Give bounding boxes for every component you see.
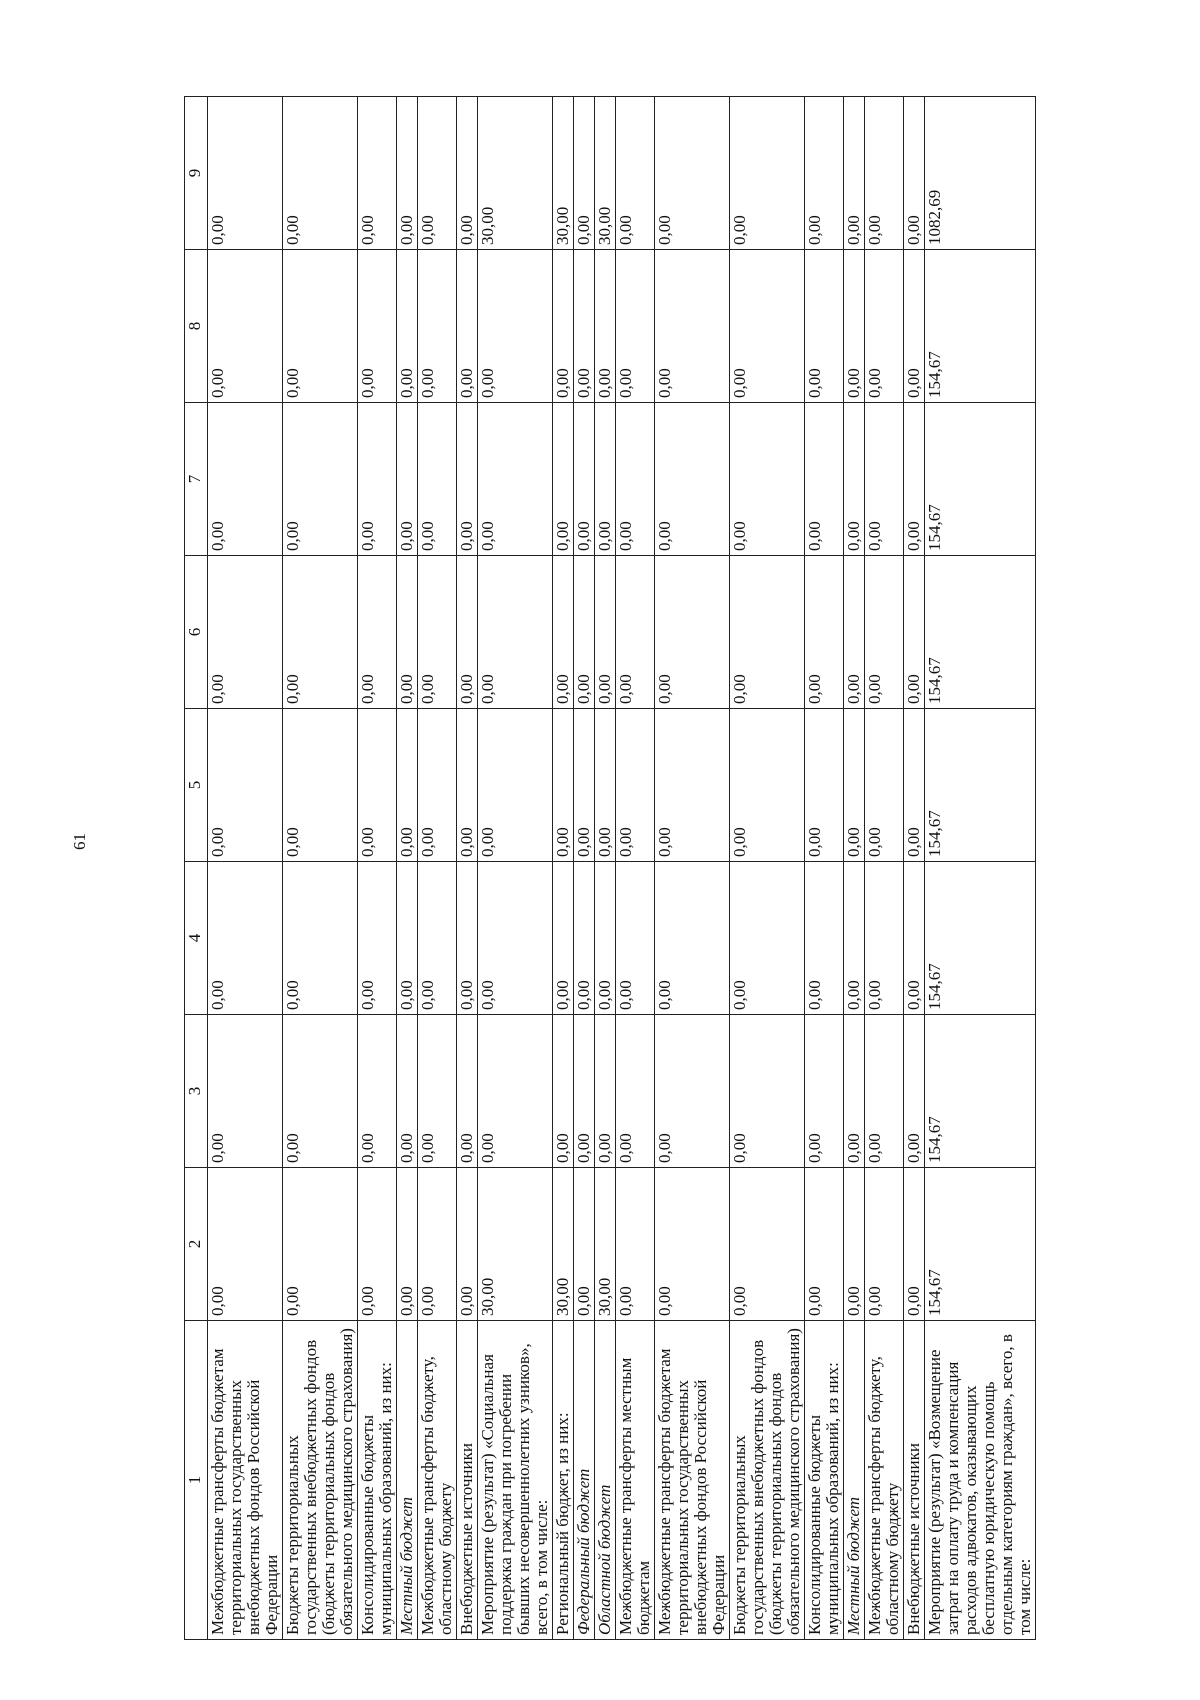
value-cell: 0,00 xyxy=(904,97,925,250)
value-cell: 0,00 xyxy=(730,1168,805,1321)
value-cell: 0,00 xyxy=(478,1015,553,1168)
value-cell: 0,00 xyxy=(730,1015,805,1168)
value-cell: 0,00 xyxy=(574,97,595,250)
value-cell: 0,00 xyxy=(574,556,595,709)
value-cell: 0,00 xyxy=(208,1015,283,1168)
table-row xyxy=(553,97,574,1640)
value-cell: 0,00 xyxy=(397,97,418,250)
value-cell: 0,00 xyxy=(805,1015,844,1168)
value-cell: 0,00 xyxy=(595,403,616,556)
table-row xyxy=(397,97,418,1640)
value-cell: 0,00 xyxy=(805,709,844,862)
value-cell: 30,00 xyxy=(595,97,616,250)
value-cell: 0,00 xyxy=(730,556,805,709)
row-label: Мероприятие (результат) «Социальная поддержка граждан при погребении бывших несовершеннолетних узников», всего, в том числе: xyxy=(478,1321,553,1640)
row-label: Межбюджетные трансферты бюджету, областному бюджету xyxy=(418,1321,457,1640)
table-row xyxy=(574,97,595,1640)
value-cell: 0,00 xyxy=(904,1168,925,1321)
value-cell: 0,00 xyxy=(730,250,805,403)
row-label: Межбюджетные трансферты бюджету, областному бюджету xyxy=(865,1321,904,1640)
value-cell: 0,00 xyxy=(358,862,397,1015)
value-cell: 154,67 xyxy=(925,709,1036,862)
value-cell: 0,00 xyxy=(655,1168,730,1321)
row-label: Мероприятие (результат) «Возмещение затрат на оплату труда и компенсация расходов адвокатов, оказывающих бесплатную юридическую помощь отдельным категориям граждан», всего, в том числе: xyxy=(925,1321,1036,1640)
value-cell: 0,00 xyxy=(805,556,844,709)
value-cell: 0,00 xyxy=(865,250,904,403)
value-cell: 0,00 xyxy=(553,1015,574,1168)
value-cell: 0,00 xyxy=(457,1015,478,1168)
value-cell: 0,00 xyxy=(457,1168,478,1321)
value-cell: 0,00 xyxy=(904,862,925,1015)
table-row xyxy=(805,97,844,1640)
value-cell: 0,00 xyxy=(655,403,730,556)
value-cell: 154,67 xyxy=(925,403,1036,556)
column-header: 3 xyxy=(185,1015,208,1168)
value-cell: 0,00 xyxy=(208,709,283,862)
table-row xyxy=(904,97,925,1640)
value-cell: 0,00 xyxy=(397,250,418,403)
value-cell: 0,00 xyxy=(805,862,844,1015)
table-row xyxy=(358,97,397,1640)
value-cell: 0,00 xyxy=(397,403,418,556)
value-cell: 0,00 xyxy=(844,709,865,862)
value-cell: 0,00 xyxy=(418,403,457,556)
value-cell: 0,00 xyxy=(616,709,655,862)
value-cell: 0,00 xyxy=(457,709,478,862)
value-cell: 0,00 xyxy=(655,556,730,709)
table-row xyxy=(844,97,865,1640)
value-cell: 1082,69 xyxy=(925,97,1036,250)
value-cell: 0,00 xyxy=(805,97,844,250)
value-cell: 0,00 xyxy=(478,250,553,403)
table-body xyxy=(208,97,1036,1640)
value-cell: 0,00 xyxy=(553,403,574,556)
column-header: 4 xyxy=(185,862,208,1015)
value-cell: 0,00 xyxy=(457,403,478,556)
value-cell: 0,00 xyxy=(865,1168,904,1321)
value-cell: 0,00 xyxy=(865,709,904,862)
column-header: 5 xyxy=(185,709,208,862)
value-cell: 0,00 xyxy=(418,97,457,250)
value-cell: 0,00 xyxy=(283,709,358,862)
value-cell: 0,00 xyxy=(616,1168,655,1321)
value-cell: 0,00 xyxy=(457,556,478,709)
value-cell: 0,00 xyxy=(283,97,358,250)
value-cell: 0,00 xyxy=(574,862,595,1015)
value-cell: 0,00 xyxy=(283,250,358,403)
value-cell: 0,00 xyxy=(418,250,457,403)
value-cell: 30,00 xyxy=(553,97,574,250)
value-cell: 30,00 xyxy=(595,1168,616,1321)
row-label: Региональный бюджет, из них: xyxy=(553,1321,574,1640)
value-cell: 0,00 xyxy=(478,709,553,862)
column-header: 9 xyxy=(185,97,208,250)
value-cell: 0,00 xyxy=(397,556,418,709)
value-cell: 0,00 xyxy=(358,250,397,403)
row-label: Консолидированные бюджеты муниципальных образований, из них: xyxy=(805,1321,844,1640)
value-cell: 0,00 xyxy=(595,556,616,709)
table-row xyxy=(655,97,730,1640)
value-cell: 0,00 xyxy=(844,250,865,403)
table-row xyxy=(208,97,283,1640)
value-cell: 0,00 xyxy=(730,709,805,862)
value-cell: 154,67 xyxy=(925,1168,1036,1321)
value-cell: 0,00 xyxy=(478,862,553,1015)
value-cell: 0,00 xyxy=(616,403,655,556)
row-label: Межбюджетные трансферты бюджетам территориальных государственных внебюджетных фондов Российской Федерации xyxy=(655,1321,730,1640)
value-cell: 154,67 xyxy=(925,862,1036,1015)
value-cell: 0,00 xyxy=(655,709,730,862)
value-cell: 0,00 xyxy=(844,1015,865,1168)
value-cell: 0,00 xyxy=(208,403,283,556)
value-cell: 0,00 xyxy=(655,250,730,403)
value-cell: 0,00 xyxy=(655,97,730,250)
value-cell: 0,00 xyxy=(865,556,904,709)
table-row xyxy=(595,97,616,1640)
value-cell: 0,00 xyxy=(844,862,865,1015)
table-row xyxy=(283,97,358,1640)
value-cell: 0,00 xyxy=(553,862,574,1015)
row-label: Межбюджетные трансферты местным бюджетам xyxy=(616,1321,655,1640)
row-label: Федеральный бюджет xyxy=(574,1321,595,1640)
value-cell: 0,00 xyxy=(655,862,730,1015)
value-cell: 0,00 xyxy=(865,862,904,1015)
value-cell: 0,00 xyxy=(397,709,418,862)
table-row xyxy=(418,97,457,1640)
budget-table xyxy=(184,96,1036,1640)
value-cell: 0,00 xyxy=(283,862,358,1015)
value-cell: 0,00 xyxy=(358,1015,397,1168)
value-cell: 0,00 xyxy=(805,403,844,556)
value-cell: 0,00 xyxy=(655,1015,730,1168)
value-cell: 0,00 xyxy=(553,709,574,862)
value-cell: 0,00 xyxy=(904,250,925,403)
value-cell: 0,00 xyxy=(418,709,457,862)
table-row xyxy=(730,97,805,1640)
table-row xyxy=(457,97,478,1640)
value-cell: 0,00 xyxy=(397,862,418,1015)
value-cell: 0,00 xyxy=(358,403,397,556)
column-header: 6 xyxy=(185,556,208,709)
value-cell: 0,00 xyxy=(844,1168,865,1321)
value-cell: 0,00 xyxy=(904,1015,925,1168)
value-cell: 0,00 xyxy=(283,1015,358,1168)
value-cell: 30,00 xyxy=(478,97,553,250)
value-cell: 0,00 xyxy=(865,1015,904,1168)
value-cell: 30,00 xyxy=(478,1168,553,1321)
value-cell: 0,00 xyxy=(553,556,574,709)
table-row xyxy=(616,97,655,1640)
row-label: Местный бюджет xyxy=(397,1321,418,1640)
value-cell: 0,00 xyxy=(904,709,925,862)
value-cell: 154,67 xyxy=(925,556,1036,709)
value-cell: 0,00 xyxy=(844,556,865,709)
value-cell: 154,67 xyxy=(925,250,1036,403)
value-cell: 0,00 xyxy=(904,403,925,556)
value-cell: 0,00 xyxy=(844,403,865,556)
value-cell: 0,00 xyxy=(616,862,655,1015)
table-row xyxy=(478,97,553,1640)
value-cell: 0,00 xyxy=(616,250,655,403)
value-cell: 0,00 xyxy=(208,250,283,403)
value-cell: 0,00 xyxy=(865,97,904,250)
value-cell: 0,00 xyxy=(358,1168,397,1321)
value-cell: 0,00 xyxy=(553,250,574,403)
value-cell: 0,00 xyxy=(358,556,397,709)
value-cell: 0,00 xyxy=(283,556,358,709)
rotated-table-container xyxy=(184,97,1200,1640)
value-cell: 0,00 xyxy=(283,403,358,556)
row-label: Консолидированные бюджеты муниципальных образований, из них: xyxy=(358,1321,397,1640)
value-cell: 0,00 xyxy=(574,1015,595,1168)
value-cell: 0,00 xyxy=(358,709,397,862)
value-cell: 154,67 xyxy=(925,1015,1036,1168)
value-cell: 0,00 xyxy=(283,1168,358,1321)
value-cell: 0,00 xyxy=(805,250,844,403)
value-cell: 0,00 xyxy=(730,97,805,250)
value-cell: 0,00 xyxy=(904,556,925,709)
page-number: 61 xyxy=(70,833,89,850)
value-cell: 0,00 xyxy=(844,97,865,250)
value-cell: 0,00 xyxy=(358,97,397,250)
row-label: Межбюджетные трансферты бюджетам территориальных государственных внебюджетных фондов Российской Федерации xyxy=(208,1321,283,1640)
value-cell: 0,00 xyxy=(574,1168,595,1321)
row-label: Внебюджетные источники xyxy=(457,1321,478,1640)
value-cell: 0,00 xyxy=(418,1168,457,1321)
value-cell: 0,00 xyxy=(457,97,478,250)
row-label: Местный бюджет xyxy=(844,1321,865,1640)
value-cell: 0,00 xyxy=(595,862,616,1015)
value-cell: 0,00 xyxy=(574,709,595,862)
column-header: 1 xyxy=(185,1321,208,1640)
value-cell: 0,00 xyxy=(730,403,805,556)
column-header: 7 xyxy=(185,403,208,556)
value-cell: 30,00 xyxy=(553,1168,574,1321)
header-row xyxy=(185,97,208,1640)
value-cell: 0,00 xyxy=(595,250,616,403)
value-cell: 0,00 xyxy=(418,862,457,1015)
row-label: Бюджеты территориальных государственных внебюджетных фондов (бюджеты территориальных фондов обязательного медицинского страхования) xyxy=(730,1321,805,1640)
value-cell: 0,00 xyxy=(616,1015,655,1168)
value-cell: 0,00 xyxy=(397,1168,418,1321)
value-cell: 0,00 xyxy=(865,403,904,556)
table-row xyxy=(925,97,1036,1640)
value-cell: 0,00 xyxy=(208,97,283,250)
row-label: Внебюджетные источники xyxy=(904,1321,925,1640)
value-cell: 0,00 xyxy=(478,403,553,556)
value-cell: 0,00 xyxy=(457,862,478,1015)
value-cell: 0,00 xyxy=(805,1168,844,1321)
value-cell: 0,00 xyxy=(208,862,283,1015)
row-label: Областной бюджет xyxy=(595,1321,616,1640)
value-cell: 0,00 xyxy=(616,556,655,709)
value-cell: 0,00 xyxy=(478,556,553,709)
value-cell: 0,00 xyxy=(574,250,595,403)
value-cell: 0,00 xyxy=(418,1015,457,1168)
value-cell: 0,00 xyxy=(208,556,283,709)
value-cell: 0,00 xyxy=(595,709,616,862)
value-cell: 0,00 xyxy=(397,1015,418,1168)
table-row xyxy=(865,97,904,1640)
value-cell: 0,00 xyxy=(418,556,457,709)
value-cell: 0,00 xyxy=(208,1168,283,1321)
value-cell: 0,00 xyxy=(616,97,655,250)
column-header: 8 xyxy=(185,250,208,403)
row-label: Бюджеты территориальных государственных внебюджетных фондов (бюджеты территориальных фондов обязательного медицинского страхования) xyxy=(283,1321,358,1640)
column-header: 2 xyxy=(185,1168,208,1321)
value-cell: 0,00 xyxy=(574,403,595,556)
value-cell: 0,00 xyxy=(730,862,805,1015)
value-cell: 0,00 xyxy=(595,1015,616,1168)
value-cell: 0,00 xyxy=(457,250,478,403)
